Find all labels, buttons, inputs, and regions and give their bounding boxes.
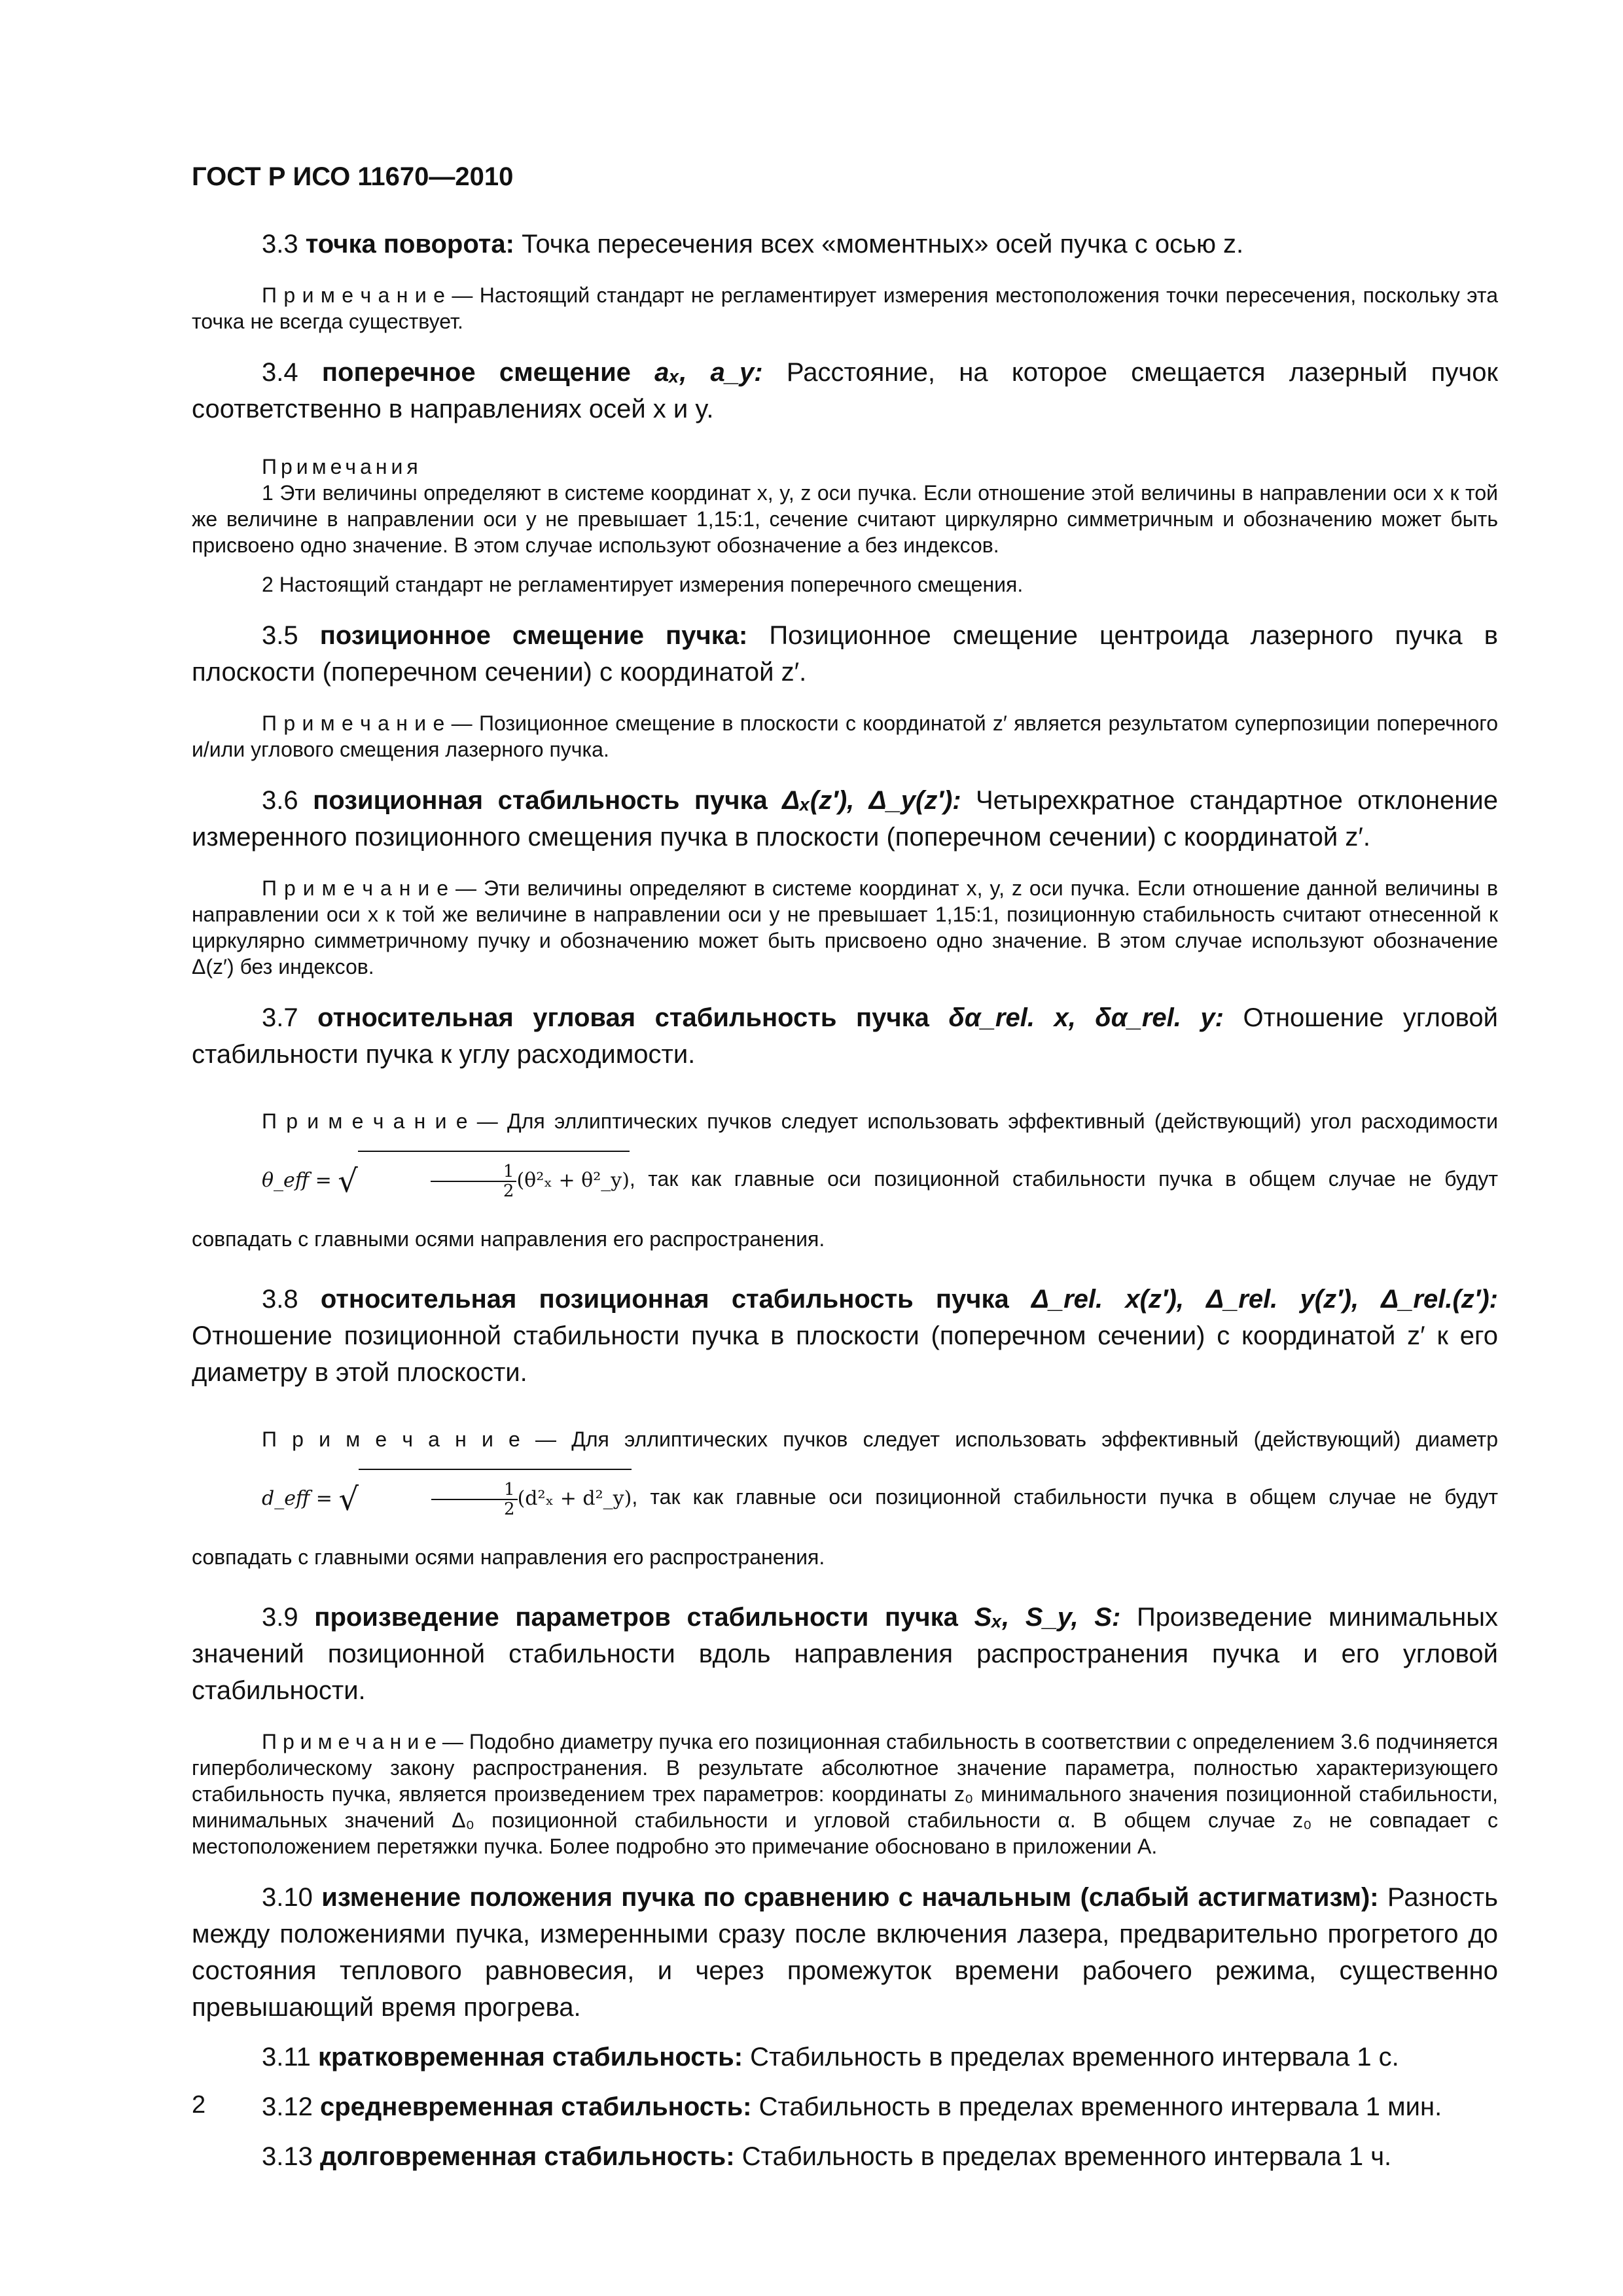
clause-3-3: 3.3 точка поворота: Точка пересечения всех «моментных» осей пучка с осью z. xyxy=(262,230,1244,259)
note-3-6: П р и м е ч а н и е — Эти величины определяют в системе координат x, y, z оси пучка. Если отношение данной величины в направлении оси x к той же величине в направлении оси y не превышает 1,15:1, позиционную стабильность считают отнесенной к циркулярно симметричному пучку и обозначению может быть присвоено одно значение. В этом случае используют обозначение Δ(z′) без индексов. xyxy=(192,876,1499,978)
term-positional-displacement: позиционное смещение пучка: xyxy=(319,621,748,650)
note-3-8: П р и м е ч а н и е — Для эллиптических пучков следует использовать эффективный (действующий) диаметр d_eff = √ $\frac{1}{2}$ (d²ₓ + d²_y), так как главные оси позиционной стабильности пучка в общем случае не будут совпадать с главными осями направления его распространения. xyxy=(192,1427,1499,1570)
document-body xyxy=(192,226,1498,2175)
formula-d-eff: d_eff = √ $\frac{1}{2}$ (d²ₓ + d²_y) xyxy=(192,1469,632,1528)
notes-heading-3-4: Примечания xyxy=(262,455,422,478)
page-number: 2 xyxy=(192,2091,206,2119)
note-3-7: П р и м е ч а н и е — Для эллиптических пучков следует использовать эффективный (действующий) угол расходимости θ_eff = √ $\frac{1}{2}$ (θ²ₓ + θ²_y), так как главные оси позиционной стабильности пучка в общем случае не будут совпадать с главными осями направления его распространения. xyxy=(192,1109,1499,1251)
term-positional-stability: позиционная стабильность пучка xyxy=(313,786,768,815)
sqrt-icon: √ xyxy=(338,1481,359,1518)
clause-3-5: 3.5 позиционное смещение пучка: Позиционное смещение центроида лазерного пучка в плоскости (поперечном сечении) с координатой z′. xyxy=(192,621,1498,687)
term-relative-positional-stability: относительная позиционная стабильность пучка xyxy=(320,1285,1009,1314)
term-relative-angular-stability: относительная угловая стабильность пучка xyxy=(317,1003,929,1032)
clause-3-13: 3.13 долговременная стабильность: Стабильность в пределах временного интервала 1 ч. xyxy=(262,2142,1392,2172)
note-3-5: П р и м е ч а н и е — Позиционное смещение в плоскости с координатой z′ является результатом суперпозиции поперечного и/или углового смещения лазерного пучка. xyxy=(192,711,1499,761)
term-short-term-stability: кратковременная стабильность: xyxy=(318,2043,743,2072)
term-pivot-point: точка поворота: xyxy=(305,230,514,259)
clause-3-9: 3.9 произведение параметров стабильности пучка Sₓ, S_y, S: Произведение минимальных значений позиционной стабильности вдоль направления распространения пучка и его угловой стабильности. xyxy=(192,1603,1498,1706)
clause-3-8: 3.8 относительная позиционная стабильность пучка Δ_rel. x(z′), Δ_rel. y(z′), Δ_rel.(z′): Отношение позиционной стабильности пучка в плоскости (поперечном сечении) с координатой z′ к его диаметру в этой плоскости. xyxy=(192,1285,1498,1388)
clause-3-7: 3.7 относительная угловая стабильность пучка δα_rel. x, δα_rel. y: Отношение угловой стабильности пучка к углу расходимости. xyxy=(192,1003,1498,1069)
sqrt-icon: √ xyxy=(338,1163,358,1200)
formula-theta-eff: θ_eff = √ $\frac{1}{2}$ (θ²ₓ + θ²_y) xyxy=(192,1151,630,1210)
document-header: ГОСТ Р ИСО 11670—2010 xyxy=(192,162,514,191)
note-3-9: П р и м е ч а н и е — Подобно диаметру пучка его позиционная стабильность в соответствии с определением 3.6 подчиняется гиперболическому закону распространения. В результате абсолютное значение параметра, полностью характеризующего стабильность пучка, является произведением трех параметров: координаты z₀ минимального значения позиционной стабильности, минимальных значений Δ₀ позиционной стабильности и угловой стабильности α. В общем случае z₀ не совпадает с местоположением перетяжки пучка. Более подробно это примечание обосновано в приложении А. xyxy=(192,1730,1499,1859)
term-position-change: изменение положения пучка по сравнению с начальным (слабый астигматизм): xyxy=(321,1883,1379,1912)
clause-3-11: 3.11 кратковременная стабильность: Стабильность в пределах временного интервала 1 с. xyxy=(262,2043,1399,2072)
clause-3-10: 3.10 изменение положения пучка по сравнению с начальным (слабый астигматизм): Разность между положениями пучка, измеренными сразу после включения лазера, предварительно прогретого до состояния теплового равновесия, и через промежуток времени рабочего режима, существенно превышающий время прогрева. xyxy=(192,1883,1498,2022)
term-transverse-displacement: поперечное смещение xyxy=(321,358,631,387)
note-3-4-2: 2 Настоящий стандарт не регламентирует измерения поперечного смещения. xyxy=(262,573,1024,596)
note-3-3: П р и м е ч а н и е — Настоящий стандарт не регламентирует измерения местоположения точки пересечения, поскольку эта точка не всегда существует. xyxy=(192,283,1499,333)
term-long-term-stability: долговременная стабильность: xyxy=(319,2142,735,2172)
clause-3-12: 3.12 средневременная стабильность: Стабильность в пределах временного интервала 1 мин. xyxy=(262,2092,1442,2122)
clause-3-4: 3.4 поперечное смещение aₓ, a_y: Расстояние, на которое смещается лазерный пучок соответственно в направлениях осей x и y. xyxy=(192,358,1499,423)
clause-3-6: 3.6 позиционная стабильность пучка Δₓ(z′), Δ_y(z′): Четырехкратное стандартное отклонение измеренного позиционного смещения пучка в плоскости (поперечном сечении) с координатой z′. xyxy=(192,786,1498,852)
term-medium-term-stability: средневременная стабильность: xyxy=(319,2092,752,2122)
term-stability-product: произведение параметров стабильности пучка xyxy=(314,1603,958,1632)
note-3-4-1: 1 Эти величины определяют в системе координат x, y, z оси пучка. Если отношение этой величины в направлении оси x к той же величине в направлении оси y не превышает 1,15:1, сечение считают циркулярно симметричным и обозначению может быть присвоено одно значение. В этом случае используют обозначение a без индексов. xyxy=(192,481,1498,557)
